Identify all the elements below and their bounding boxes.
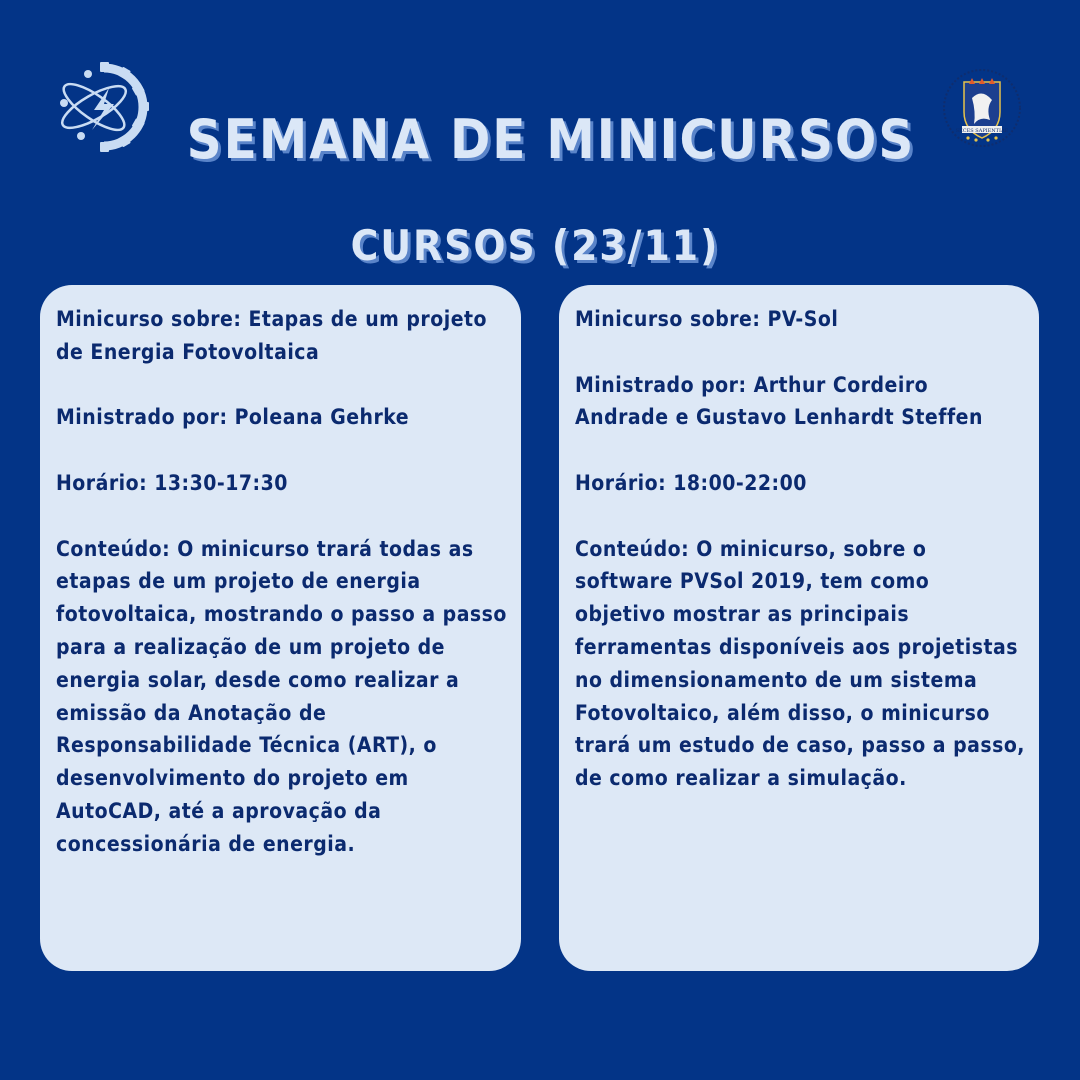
course-topic: Minicurso sobre: PV-Sol [575,307,839,331]
course-instructor: Ministrado por: Poleana Gehrke [56,405,410,430]
course-content: Conteúdo: O minicurso, sobre o software PVSol 2019, tem como objetivo mostrar as principais ferramentas disponíveis aos projetistas no dimensionamento de um sistema Fotovoltaico, além disso, o minicurso trará um estudo de caso, passo a passo, de como realizar a simulação. [575,536,1025,791]
course-instructor: Ministrado por: Arthur Cordeiro Andrade e Gustavo Lenhardt Steffen [575,372,983,430]
course-schedule: Horário: 13:30-17:30 [56,470,288,495]
crest-motto: SECES SAPIENTIAE [955,128,1009,134]
course-content: Conteúdo: O minicurso trará todas as etapas de um projeto de energia fotovoltaica, mostrando o passo a passo para a realização de um projeto de energia solar, desde como realizar a emissão da Anotação de Responsabilidade Técnica (ART), o desenvolvimento do projeto em AutoCAD, até a aprovação da concessionária de energia. [56,536,507,856]
course-schedule: Horário: 18:00-22:00 [575,470,807,495]
course-topic: Minicurso sobre: Etapas de um projeto de Energia Fotovoltaica [56,307,488,364]
page-subtitle: CURSOS (23/11) [350,220,720,270]
university-crest-icon [932,68,1032,148]
page-title: SEMANA DE MINICURSOS [186,108,916,172]
course-card-pv-project [40,285,521,971]
course-card-pv-sol [559,285,1039,971]
